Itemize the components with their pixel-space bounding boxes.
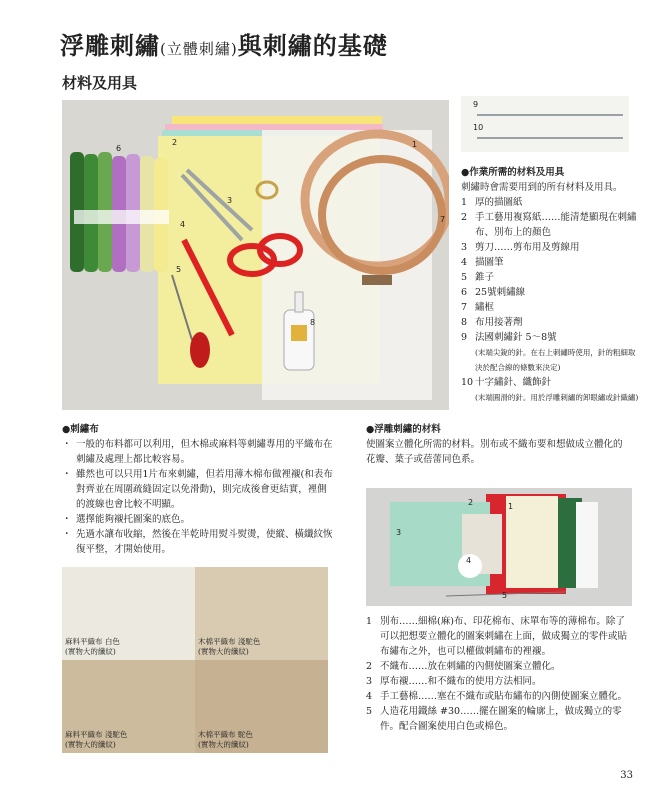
photo-label-8: 8	[310, 318, 316, 327]
fabric-section	[62, 422, 334, 557]
swatch-grid: 麻料平織布 白色 (實物大的纖紋) 木棉平織布 淺駝色 (實物大的纖紋) 麻料平織布 淺駝色 (實物大的纖紋) 木棉平織布 駝色 (實物大的纖紋)	[62, 567, 328, 753]
list-item: 9 法國刺繡針 5〜8號 (末端尖銳的針。在右上刺繡時使用，針的粗細取決於配合線的條數來決定)	[461, 332, 636, 372]
list-item: ・ 一般的布料都可以利用，但木棉或麻料等刺繡專用的平織布在刺繡及處理上都比較容易。	[62, 439, 333, 465]
list-item: 5 錐子	[461, 272, 495, 283]
fabric-bullets	[62, 437, 334, 557]
fabric-heading: ●刺繡布	[62, 424, 99, 435]
photo-label-7: 7	[440, 215, 446, 224]
list-item: 10 十字繡針、纖飾針 (末端圓滑的針。用於浮雕刺繡的卸眼繡或針織繡)	[461, 377, 639, 402]
list-item: 2 不織布……放在刺繡的內側使圖案立體化。	[366, 661, 561, 672]
list-item: ・ 雖然也可以只用1片布來刺繡，但若用薄木棉布做裡襯(和表布對齊並在周圍疏縫固定以免滑動)，則完成後會更結實，裡側的渡線也會比較不明顯。	[62, 469, 333, 510]
photo-label-4: 4	[180, 220, 186, 229]
list-item: 4 描圖筆	[461, 257, 504, 268]
title-tail: 與刺繡的基礎	[237, 31, 388, 60]
tools-list	[461, 195, 641, 405]
list-item: 6 25號刺繡線	[461, 287, 526, 298]
title-main: 浮雕刺繡	[60, 31, 160, 60]
list-item: ・ 先過水讓布收縮，然後在半乾時用熨斗熨燙，使縱、橫纖紋恢復平整，才開始使用。	[62, 529, 333, 555]
needles-photo	[461, 96, 629, 152]
section-subtitle: 材料及用具	[62, 74, 138, 92]
title-paren: (立體刺繡)	[160, 40, 238, 58]
photo-label-2: 2	[172, 138, 178, 147]
list-item: 1 厚的描圖紙	[461, 197, 523, 208]
relief-list-section	[366, 614, 632, 734]
relief-label-5: 5	[502, 591, 508, 600]
page-title	[60, 26, 388, 61]
relief-label-4: 4	[466, 556, 472, 565]
photo-label-5: 5	[176, 265, 182, 274]
tools-intro: 刺繡時會需要用到的所有材料及用具。	[461, 182, 623, 193]
embroidery-threads	[70, 152, 169, 272]
page-number: 33	[620, 770, 633, 781]
list-item: 3 剪刀……剪布用及剪線用	[461, 242, 580, 253]
tools-heading: ●作業所需的材料及用具	[461, 167, 565, 178]
relief-list	[366, 614, 632, 734]
list-item: 2 手工藝用複寫紙……能清楚顯現在刺繡布、別布上的顏色	[461, 212, 637, 238]
relief-label-3: 3	[396, 528, 402, 537]
list-item: 1 別布……細棉(麻)布、印花棉布、床單布等的薄棉布。除了可以把想要立體化的圖案刺繡在上面，做成獨立的零件或貼布繡布之外，也可以權做刺繡布的裡襯。	[366, 616, 628, 657]
list-item: ・ 選擇能夠襯托圖案的底色。	[62, 514, 191, 525]
materials-photo	[62, 100, 449, 410]
tools-section	[461, 165, 641, 405]
relief-section	[366, 422, 631, 467]
relief-label-1: 1	[508, 502, 514, 511]
needle-label-10: 10	[473, 123, 484, 132]
list-item: 5 人造花用鐵絲 #30……擺在圖案的輪廓上，做成獨立的零件。配合圖案使用白色或棉色。	[366, 706, 622, 732]
list-item: 8 布用接著劑	[461, 317, 523, 328]
photo-label-3: 3	[227, 196, 233, 205]
relief-heading: ●浮雕刺繡的材料	[366, 424, 441, 435]
list-item: 7 繡框	[461, 302, 495, 313]
list-item: 4 手工藝棉……塞在不織布或貼布繡布的內側使圖案立體化。	[366, 691, 628, 702]
relief-materials-photo	[366, 488, 632, 606]
list-item: 3 厚布襯……和不織布的使用方法相同。	[366, 676, 542, 687]
relief-label-2: 2	[468, 498, 474, 507]
relief-intro: 使圖案立體化所需的材料。別布或不織布要和想做成立體化的花瓣、葉子或蓓蕾同色系。	[366, 439, 623, 465]
photo-label-1: 1	[412, 140, 418, 149]
photo-label-6: 6	[116, 144, 122, 153]
needle-label-9: 9	[473, 100, 479, 109]
